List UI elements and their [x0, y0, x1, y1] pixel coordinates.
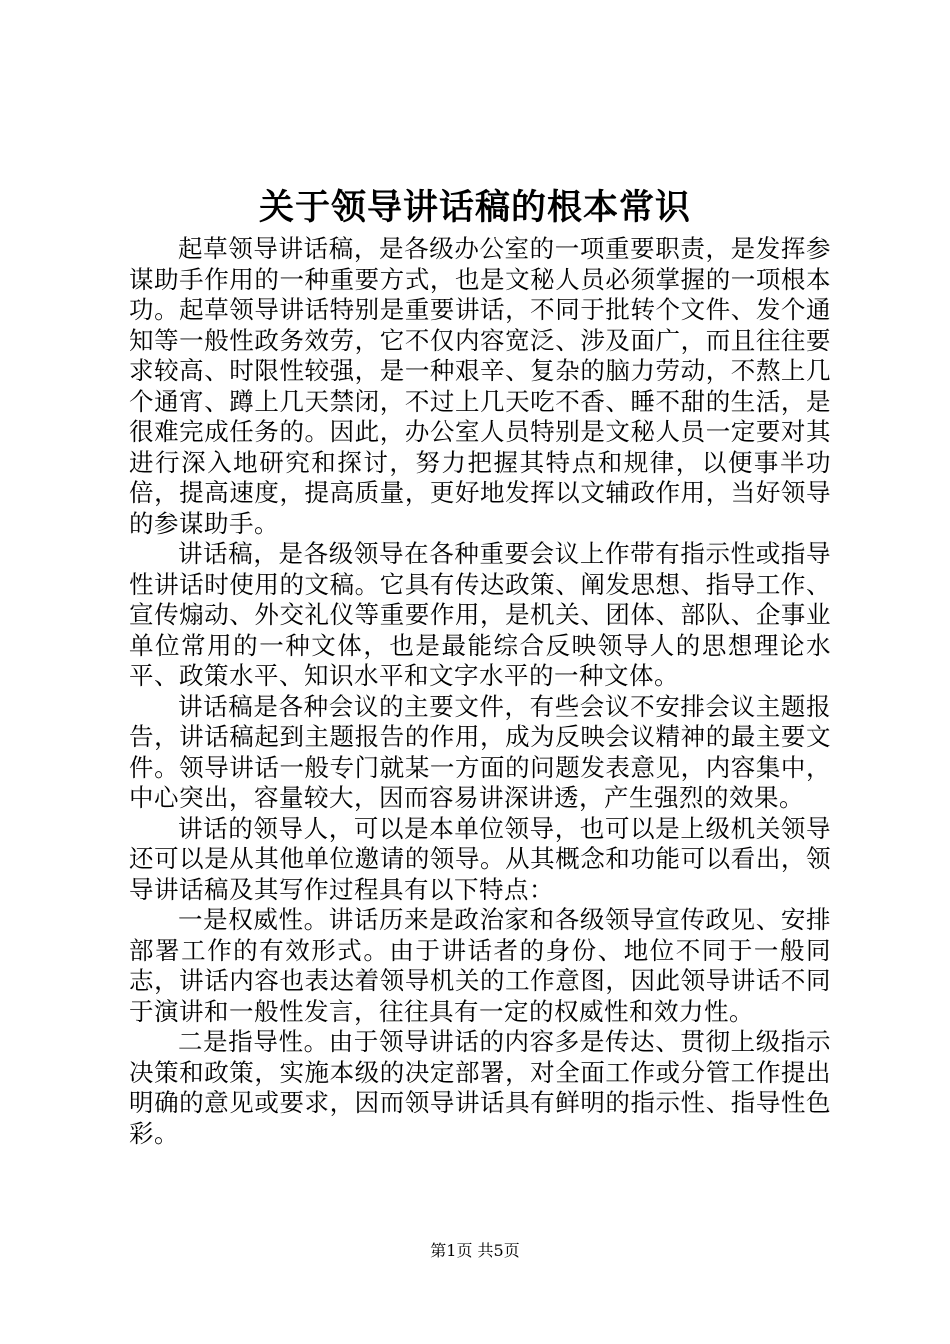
paragraph-speaker: 讲话的领导人，可以是本单位领导，也可以是上级机关领导还可以是从其他单位邀请的领导。从其概念和功能可以看出，领导讲话稿及其写作过程具有以下特点： [129, 813, 831, 904]
paragraph-definition: 讲话稿，是各级领导在各种重要会议上作带有指示性或指导性讲话时使用的文稿。它具有传达政策、阐发思想、指导工作、宣传煽动、外交礼仪等重要作用，是机关、团体、部队、企事业单位常用的一种文体，也是最能综合反映领导人的思想理论水平、政策水平、知识水平和文字水平的一种文体。 [129, 539, 831, 690]
paragraph-authority: 一是权威性。讲话历来是政治家和各级领导宣传政见、安排部署工作的有效形式。由于讲话者的身份、地位不同于一般同志，讲话内容也表达着领导机关的工作意图，因此领导讲话不同于演讲和一般性发言，往往具有一定的权威性和效力性。 [129, 905, 831, 1026]
paragraph-guidance: 二是指导性。由于领导讲话的内容多是传达、贯彻上级指示决策和政策，实施本级的决定部署，对全面工作或分管工作提出明确的意见或要求，因而领导讲话具有鲜明的指示性、指导性色彩。 [129, 1027, 831, 1148]
page-number: 第1页 共5页 [430, 1241, 520, 1260]
paragraph-intro: 起草领导讲话稿，是各级办公室的一项重要职责，是发挥参谋助手作用的一种重要方式，也是文秘人员必须掌握的一项根本功。起草领导讲话特别是重要讲话，不同于批转个文件、发个通知等一般性政务效劳，它不仅内容宽泛、涉及面广，而且往往要求较高、时限性较强，是一种艰辛、复杂的脑力劳动，不熬上几个通宵、蹲上几天禁闭，不过上几天吃不香、睡不甜的生活，是很难完成任务的。因此，办公室人员特别是文秘人员一定要对其进行深入地研究和探讨，努力把握其特点和规律，以便事半功倍，提高速度，提高质量，更好地发挥以文辅政作用，当好领导的参谋助手。 [129, 234, 831, 538]
document-title: 关于领导讲话稿的根本常识 [258, 187, 691, 228]
paragraph-main-document: 讲话稿是各种会议的主要文件，有些会议不安排会议主题报告，讲话稿起到主题报告的作用，成为反映会议精神的最主要文件。领导讲话一般专门就某一方面的问题发表意见，内容集中，中心突出，容量较大，因而容易讲深讲透，产生强烈的效果。 [129, 691, 831, 812]
document-body [129, 234, 831, 1149]
